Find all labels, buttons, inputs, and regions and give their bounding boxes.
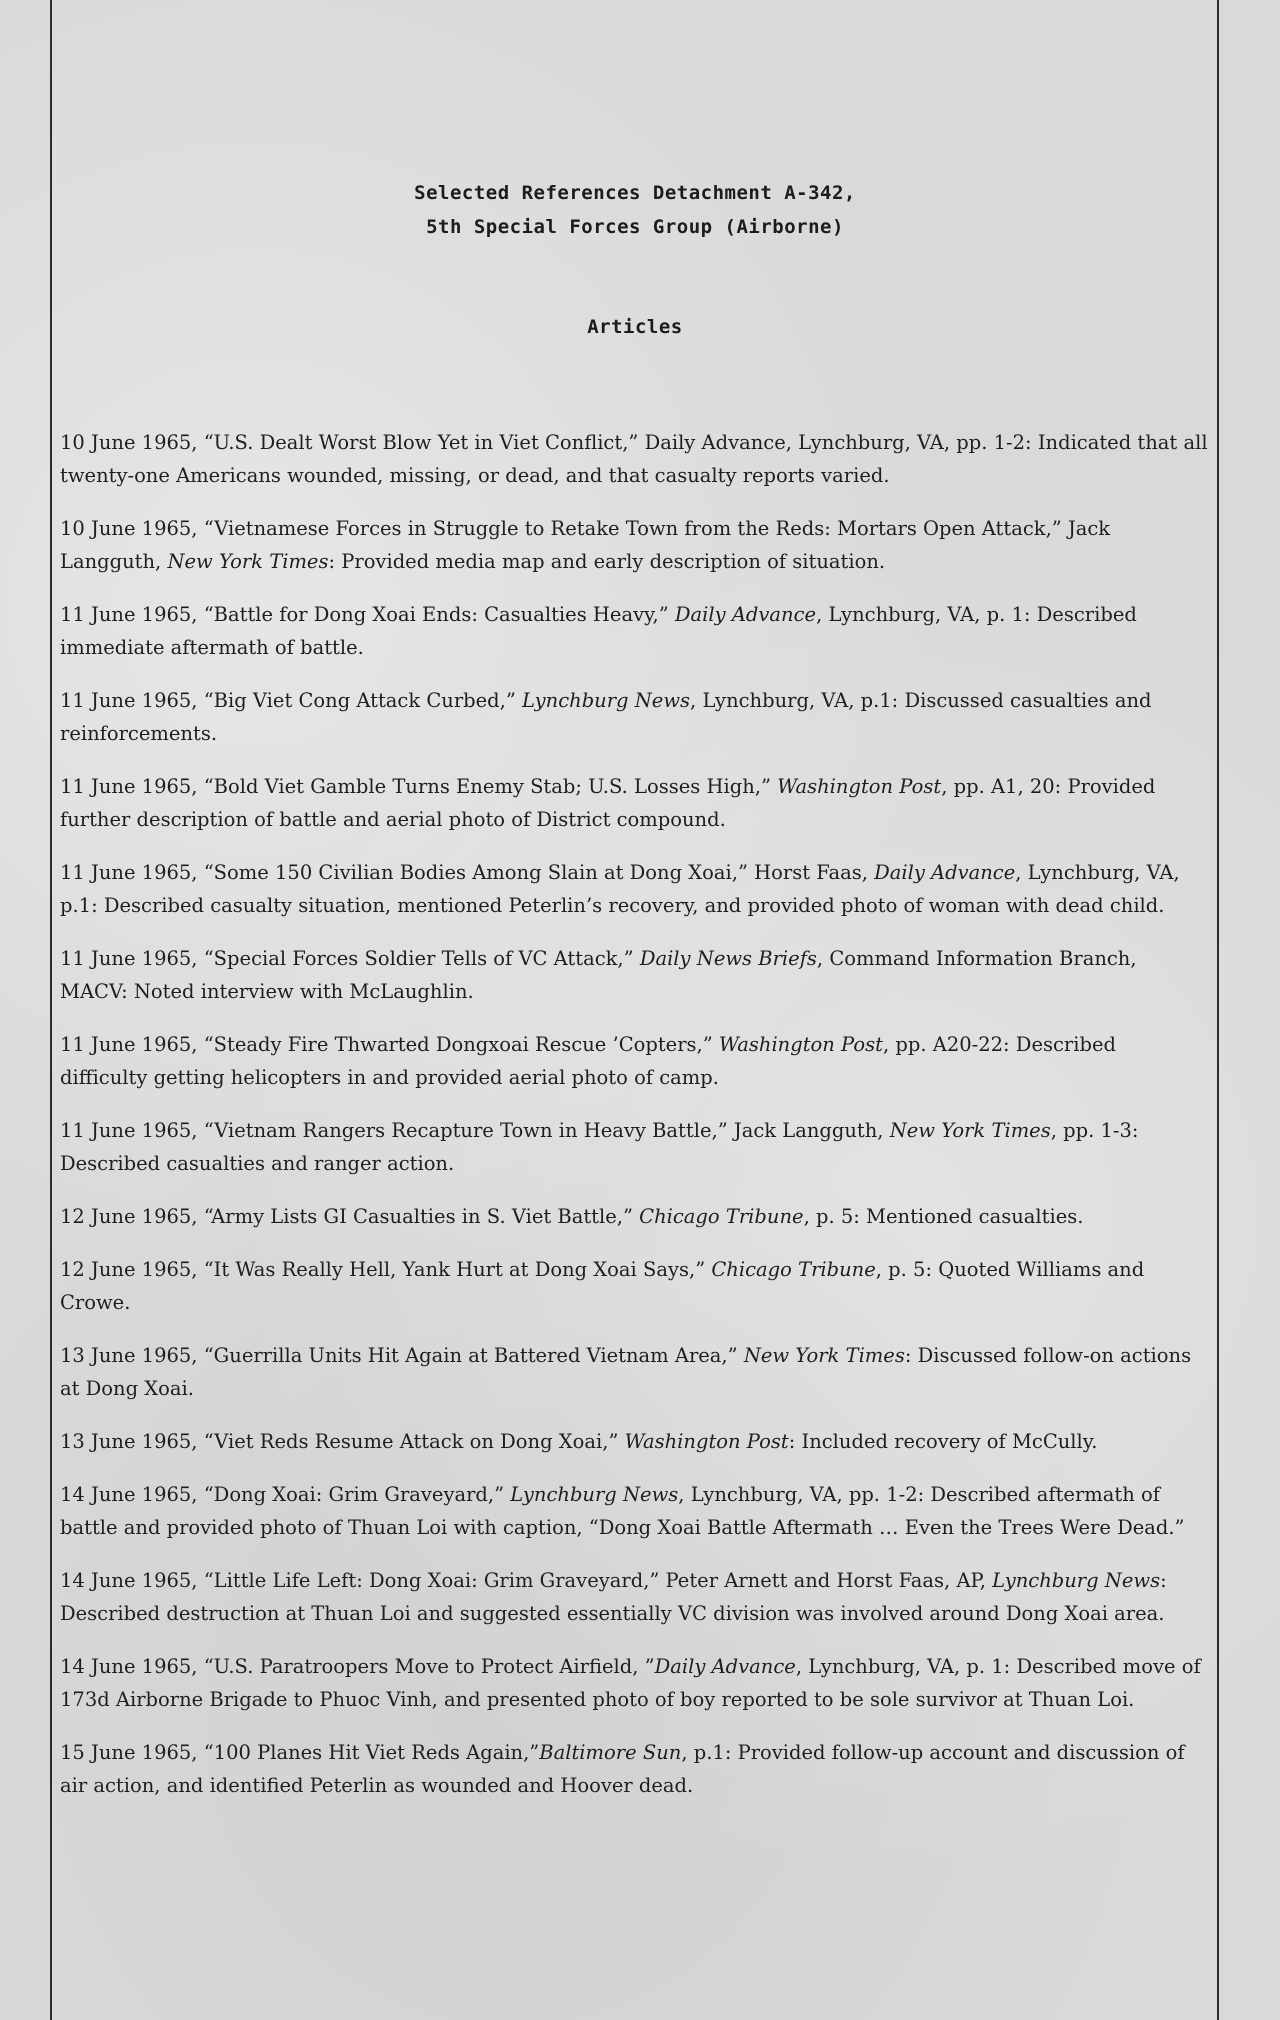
ref-publication: Washington Post <box>718 1033 883 1056</box>
ref-title: “Dong Xoai: Grim Graveyard,” <box>197 1483 511 1506</box>
ref-publication: New York Times <box>167 550 329 573</box>
ref-details: : Described destruction at Thuan Loi and suggested essentially VC division was involved around Dong Xoai area. <box>60 1569 1167 1625</box>
reference-entry <box>60 598 1208 664</box>
reference-entry <box>60 1253 1208 1319</box>
document-header <box>60 176 1210 244</box>
reference-entry <box>60 426 1208 492</box>
ref-date: 12 June 1965, <box>60 1258 198 1281</box>
ref-date: 11 June 1965, <box>60 947 198 970</box>
ref-date: 11 June 1965, <box>60 689 198 712</box>
ref-date: 11 June 1965, <box>60 1119 198 1142</box>
ref-title: “100 Planes Hit Viet Reds Again,” <box>197 1741 540 1764</box>
ref-title: “Vietnam Rangers Recapture Town in Heavy Battle,” Jack Langguth, <box>197 1119 890 1142</box>
ref-details: , pp. 1-3: Described casualties and ranger action. <box>60 1119 1139 1175</box>
ref-details: Daily Advance, Lynchburg, VA, pp. 1-2: Indicated that all twenty-one Americans wounded, missing, or dead, and that casualty reports varied. <box>60 431 1208 487</box>
ref-publication: Washington Post <box>624 1430 789 1453</box>
ref-date: 11 June 1965, <box>60 861 198 884</box>
ref-details: , Lynchburg, VA, pp. 1-2: Described aftermath of battle and provided photo of Thuan Loi with caption, “Dong Xoai Battle Aftermath … Even the Trees Were Dead.” <box>60 1483 1185 1539</box>
ref-details: , p. 5: Mentioned casualties. <box>803 1205 1084 1228</box>
ref-details: , Lynchburg, VA, p. 1: Described move of 173d Airborne Brigade to Phuoc Vinh, and presented photo of boy reported to be sole survivor at Thuan Loi. <box>60 1655 1201 1711</box>
ref-date: 11 June 1965, <box>60 1033 198 1056</box>
ref-publication: Chicago Tribune <box>639 1205 804 1228</box>
ref-details: : Included recovery of McCully. <box>788 1430 1098 1453</box>
ref-publication: Lynchburg News <box>510 1483 679 1506</box>
reference-entry <box>60 1478 1208 1544</box>
ref-date: 11 June 1965, <box>60 603 198 626</box>
reference-entry <box>60 1114 1208 1180</box>
ref-publication: Chicago Tribune <box>711 1258 876 1281</box>
ref-date: 14 June 1965, <box>60 1483 198 1506</box>
ref-publication: Lynchburg News <box>992 1569 1161 1592</box>
ref-details: , pp. A20-22: Described difficulty getting helicopters in and provided aerial photo of camp. <box>60 1033 1116 1089</box>
reference-entry <box>60 1028 1208 1094</box>
reference-entry <box>60 770 1208 836</box>
ref-publication: Baltimore Sun <box>539 1741 682 1764</box>
reference-entry <box>60 1425 1208 1458</box>
ref-publication: Daily Advance <box>674 603 817 626</box>
ref-date: 13 June 1965, <box>60 1344 198 1367</box>
ref-details: , p.1: Provided follow-up account and discussion of air action, and identified Peterlin as wounded and Hoover dead. <box>60 1741 1185 1797</box>
ref-date: 11 June 1965, <box>60 775 198 798</box>
ref-details: : Discussed follow-on actions at Dong Xoai. <box>60 1344 1192 1400</box>
ref-date: 10 June 1965, <box>60 517 198 540</box>
ref-title: “Special Forces Soldier Tells of VC Attack,” <box>197 947 640 970</box>
ref-publication: Washington Post <box>777 775 942 798</box>
reference-entry <box>60 684 1208 750</box>
ref-title: “Some 150 Civilian Bodies Among Slain at Dong Xoai,” Horst Faas, <box>197 861 875 884</box>
header-line-2: 5th Special Forces Group (Airborne) <box>426 216 844 238</box>
ref-title: “Viet Reds Resume Attack on Dong Xoai,” <box>197 1430 625 1453</box>
reference-entry <box>60 1339 1208 1405</box>
left-margin-rule <box>50 0 52 2020</box>
ref-details: , pp. A1, 20: Provided further description of battle and aerial photo of District compound. <box>60 775 1156 831</box>
ref-details: , Lynchburg, VA, p.1: Described casualty situation, mentioned Peterlin’s recovery, and provided photo of woman with dead child. <box>60 861 1180 917</box>
reference-entry <box>60 1200 1208 1233</box>
ref-title: “U.S. Paratroopers Move to Protect Airfield, ” <box>197 1655 655 1678</box>
ref-date: 14 June 1965, <box>60 1569 198 1592</box>
ref-date: 10 June 1965, <box>60 431 198 454</box>
ref-details: , Lynchburg, VA, p.1: Discussed casualties and reinforcements. <box>60 689 1152 745</box>
reference-entry <box>60 1736 1208 1802</box>
ref-title: “Army Lists GI Casualties in S. Viet Battle,” <box>197 1205 640 1228</box>
ref-title: “Battle for Dong Xoai Ends: Casualties Heavy,” <box>197 603 675 626</box>
reference-entry <box>60 512 1208 578</box>
reference-list <box>60 426 1208 1822</box>
ref-date: 14 June 1965, <box>60 1655 198 1678</box>
ref-details: , Command Information Branch, MACV: Noted interview with McLaughlin. <box>60 947 1137 1003</box>
ref-details: : Provided media map and early description of situation. <box>328 550 886 573</box>
ref-title: “Bold Viet Gamble Turns Enemy Stab; U.S. Losses High,” <box>197 775 778 798</box>
ref-title: “Guerrilla Units Hit Again at Battered Vietnam Area,” <box>197 1344 744 1367</box>
ref-publication: New York Times <box>889 1119 1051 1142</box>
ref-publication: Lynchburg News <box>522 689 691 712</box>
reference-entry <box>60 942 1208 1008</box>
ref-title: “Vietnamese Forces in Struggle to Retake Town from the Reds: Mortars Open Attack,” Jack Langguth, <box>60 517 1111 573</box>
right-margin-rule <box>1217 0 1219 2020</box>
ref-publication: Daily Advance <box>654 1655 796 1678</box>
ref-title: “It Was Really Hell, Yank Hurt at Dong Xoai Says,” <box>197 1258 712 1281</box>
reference-entry <box>60 1650 1208 1716</box>
reference-entry <box>60 1564 1208 1630</box>
ref-publication: New York Times <box>743 1344 905 1367</box>
ref-title: “Big Viet Cong Attack Curbed,” <box>197 689 523 712</box>
ref-title: “Steady Fire Thwarted Dongxoai Rescue ’Copters,” <box>197 1033 719 1056</box>
section-title: Articles <box>587 316 683 338</box>
ref-details: , p. 5: Quoted Williams and Crowe. <box>60 1258 1145 1314</box>
ref-publication: Daily News Briefs <box>639 947 817 970</box>
reference-entry <box>60 856 1208 922</box>
ref-publication: Daily Advance <box>874 861 1016 884</box>
header-line-1: Selected References Detachment A-342, <box>414 182 856 204</box>
ref-date: 12 June 1965, <box>60 1205 198 1228</box>
ref-title: “Little Life Left: Dong Xoai: Grim Graveyard,” Peter Arnett and Horst Faas, AP, <box>197 1569 993 1592</box>
ref-title: “U.S. Dealt Worst Blow Yet in Viet Conflict,” <box>197 431 639 454</box>
ref-date: 15 June 1965, <box>60 1741 198 1764</box>
ref-details: , Lynchburg, VA, p. 1: Described immediate aftermath of battle. <box>60 603 1137 659</box>
ref-date: 13 June 1965, <box>60 1430 198 1453</box>
